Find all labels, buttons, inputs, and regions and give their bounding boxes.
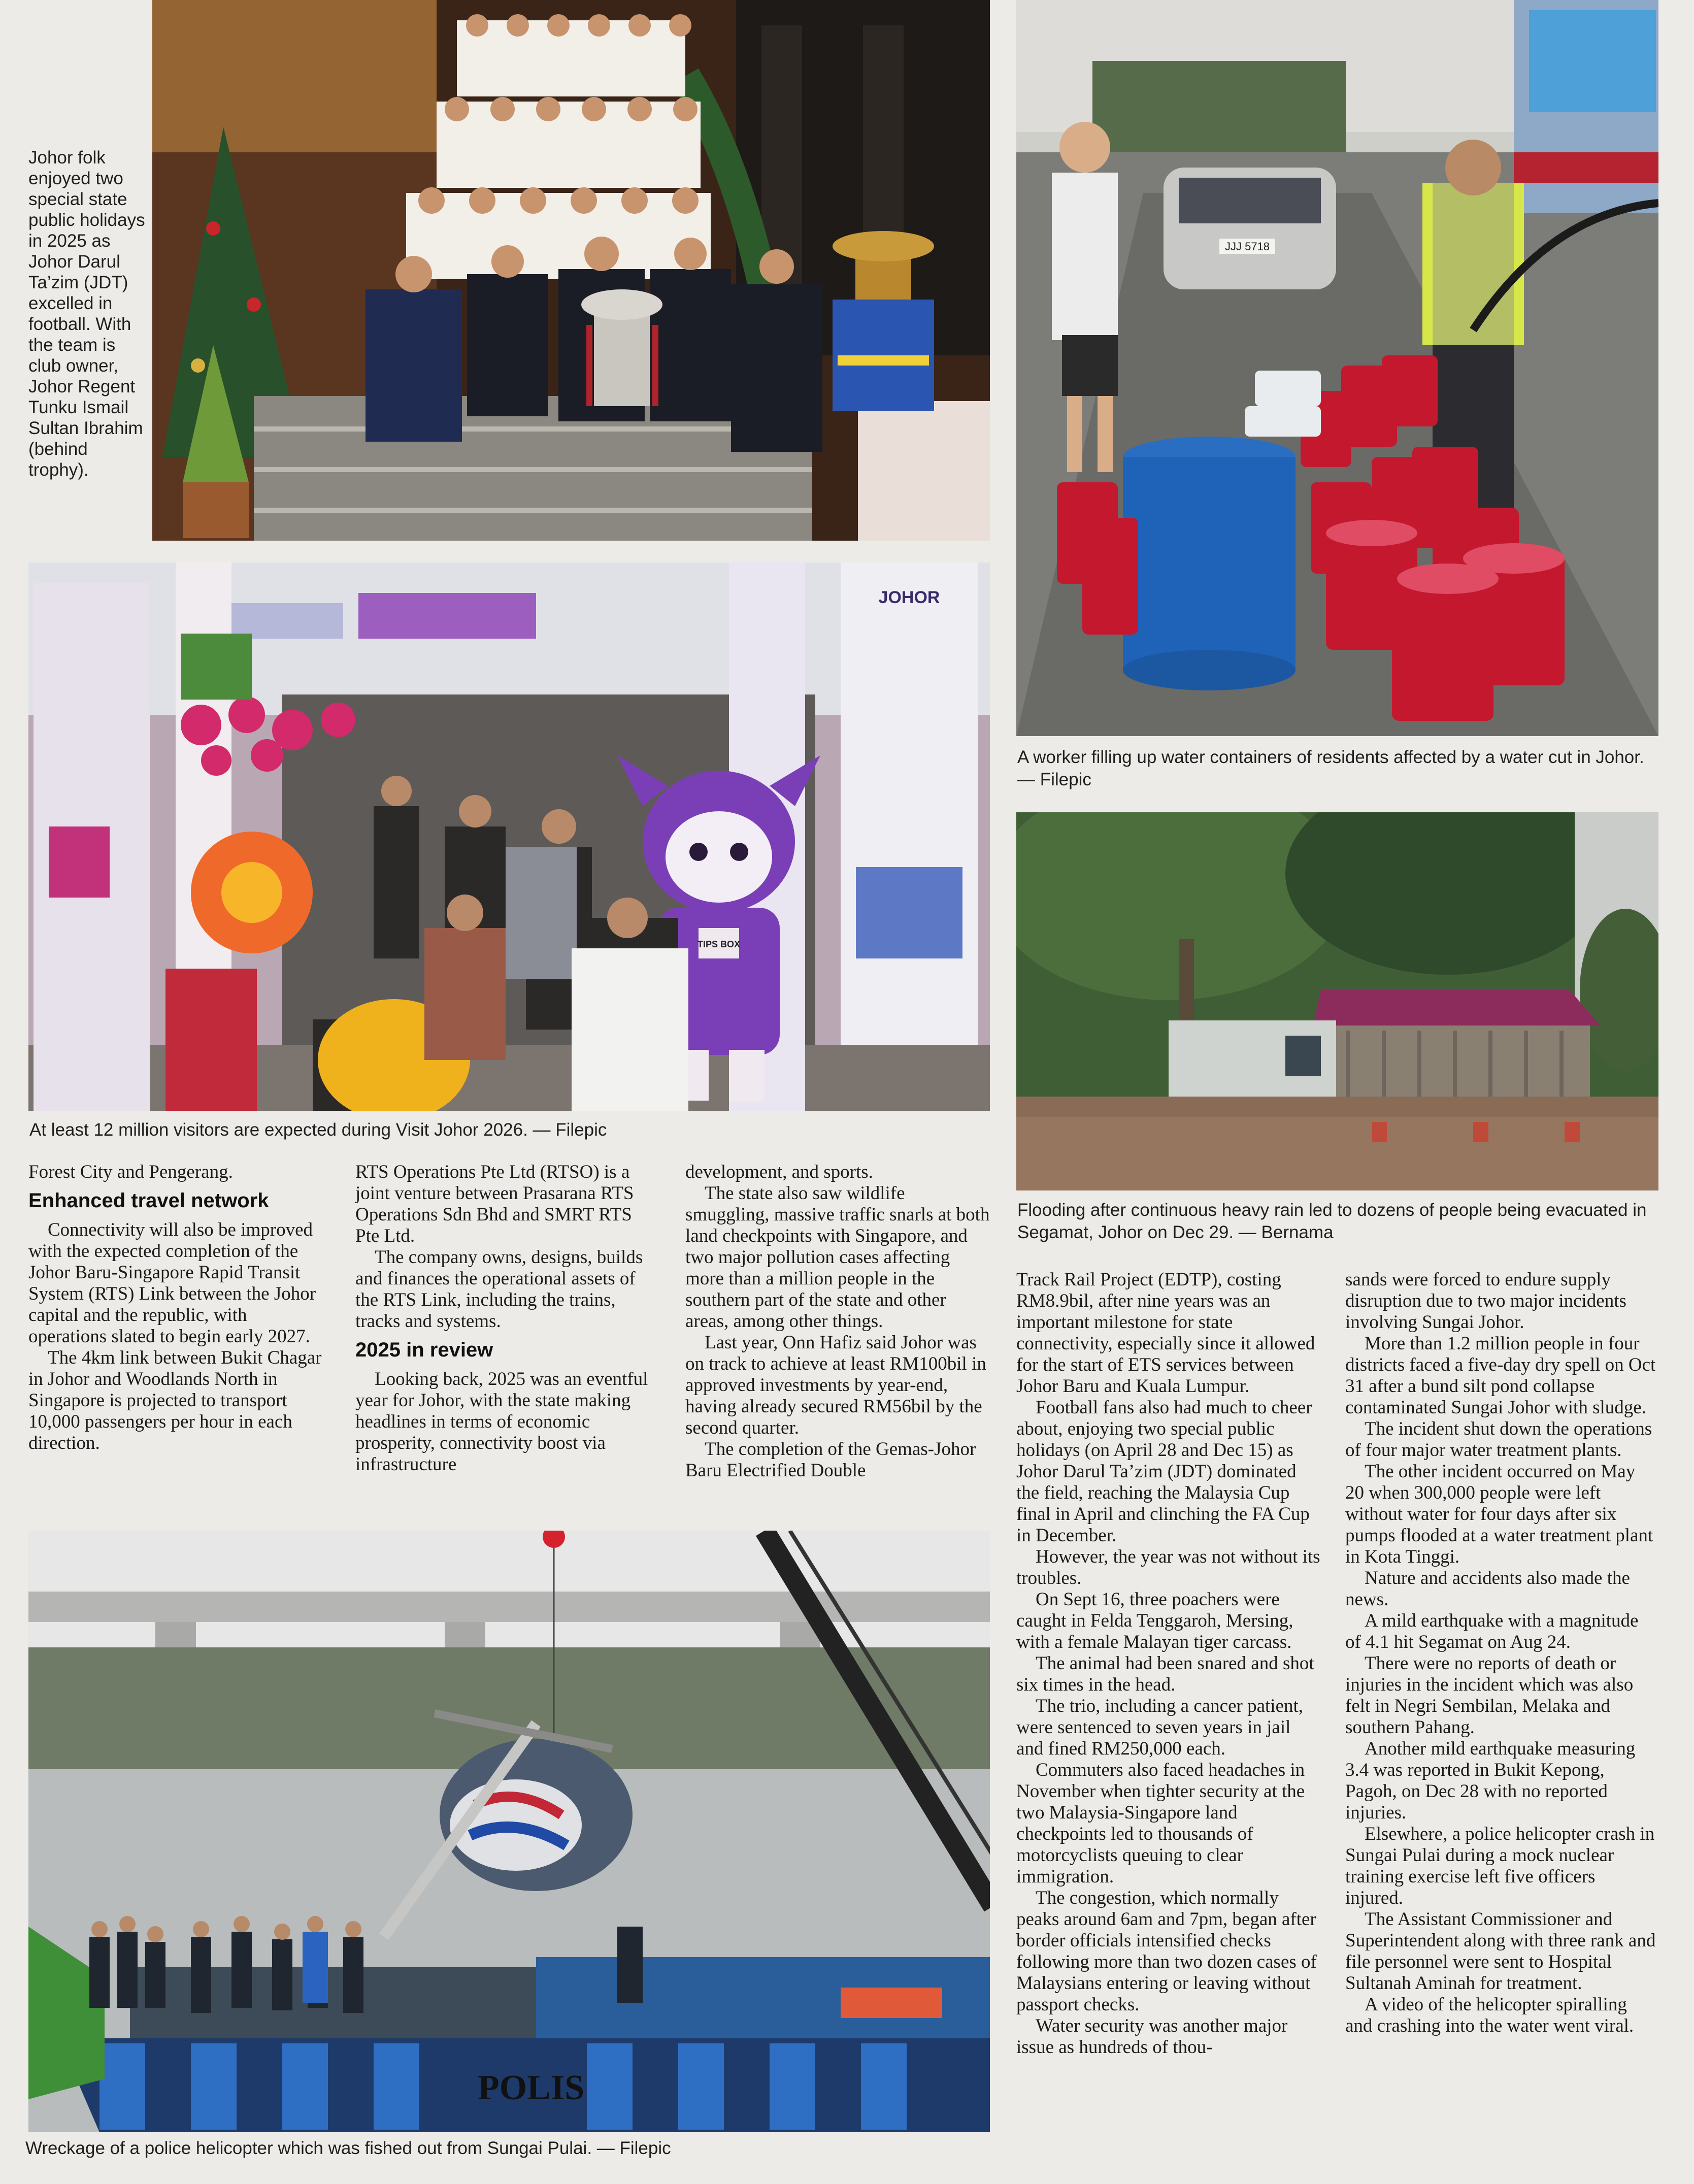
photo-caption-helicopter: Wreckage of a police helicopter which was fished out from Sungai Pulai. — Filepic — [25, 2138, 671, 2158]
article-paragraph: The 4km link between Bukit Chagar in Johor and Woodlands North in Singapore is projected to transport 10,000 passengers per hour in each direction. — [28, 1347, 322, 1453]
article-column-5 — [1345, 1269, 1657, 2037]
photo-helicopter-wreckage — [28, 1531, 990, 2132]
article-column-1 — [28, 1162, 328, 1454]
article-paragraph: However, the year was not without its troubles. — [1016, 1546, 1320, 1589]
article-paragraph: More than 1.2 million people in four districts faced a five-day dry spell on Oct 31 after a bund silt pond collapse contaminated Sungai Johor with sludge. — [1345, 1333, 1656, 1418]
article-paragraph: The incident shut down the operations of four major water treatment plants. — [1345, 1418, 1652, 1461]
article-paragraph: Football fans also had much to cheer about, enjoying two special public holidays (on April 28 and Dec 15) as Johor Darul Ta’zim (JDT) dominated the field, reaching the Malaysia Cup final in April and clinching the FA Cup in December. — [1016, 1397, 1312, 1546]
article-paragraph: There were no reports of death or injuries in the incident which was also felt in Negri Sembilan, Melaka and southern Pahang. — [1345, 1653, 1634, 1738]
photo-caption-jdt: Johor folk enjoyed two special state public holidays in 2025 as Johor Darul Ta’zim (JDT) excelled in football. With the team is club owner, Johor Regent Tunku Ismail Sultan Ibrahim (behind trophy). — [28, 148, 145, 480]
article-paragraph: A video of the helicopter spiralling and crashing into the water went viral. — [1345, 1994, 1634, 2036]
article-paragraph: A mild earthquake with a magnitude of 4.1 hit Segamat on Aug 24. — [1345, 1610, 1639, 1652]
article-paragraph: The animal had been snared and shot six times in the head. — [1016, 1653, 1314, 1695]
photo-water-cut — [1016, 0, 1658, 736]
subheading-enhanced-travel: Enhanced travel network — [28, 1189, 269, 1212]
article-paragraph: Commuters also faced headaches in November when tighter security at the two Malaysia-Singapore land checkpoints led to thousands of motorcyclists queuing to clear immigration. — [1016, 1760, 1305, 1887]
article-paragraph: Forest City and Pengerang. — [28, 1162, 233, 1182]
subheading-2025-in-review: 2025 in review — [355, 1339, 493, 1361]
article-paragraph: Elsewhere, a police helicopter crash in Sungai Pulai during a mock nuclear training exercise left five officers injured. — [1345, 1824, 1655, 1908]
photo-caption-flood: Flooding after continuous heavy rain led to dozens of people being evacuated in Segamat, Johor on Dec 29. — Bernama — [1017, 1200, 1647, 1242]
article-paragraph: development, and sports. — [685, 1162, 873, 1182]
article-column-4 — [1016, 1269, 1321, 2058]
photo-flood-segamat — [1016, 812, 1658, 1190]
photo-helicopter-boat-label: POLIS — [477, 2068, 585, 2107]
article-paragraph: The company owns, designs, builds and finances the operational assets of the RTS Link, including the trains, tracks and systems. — [355, 1247, 643, 1332]
article-column-3 — [685, 1162, 990, 1481]
article-paragraph: Looking back, 2025 was an eventful year for Johor, with the state making headlines in terms of economic prosperity, connectivity boost via infrastructure — [355, 1369, 648, 1475]
article-paragraph: Last year, Onn Hafiz said Johor was on track to achieve at least RM100bil in approved investments by year-end, having already secured RM56bil by the second quarter. — [685, 1332, 986, 1438]
article-paragraph: The other incident occurred on May 20 when 300,000 people were left without water for four days after six pumps flooded at a water treatment plant in Kota Tinggi. — [1345, 1461, 1653, 1567]
article-paragraph: On Sept 16, three poachers were caught in Felda Tenggaroh, Mersing, with a female Malayan tiger carcass. — [1016, 1589, 1293, 1652]
article-paragraph: RTS Operations Pte Ltd (RTSO) is a joint venture between Prasarana RTS Operations Sdn Bhd and SMRT RTS Pte Ltd. — [355, 1162, 634, 1246]
article-paragraph: Another mild earthquake measuring 3.4 was reported in Bukit Kepong, Pagoh, on Dec 28 with no reported injuries. — [1345, 1738, 1636, 1823]
photo-caption-water: A worker filling up water containers of residents affected by a water cut in Johor. — Filepic — [1017, 747, 1644, 789]
article-paragraph: Connectivity will also be improved with the expected completion of the Johor Baru-Singapore Rapid Transit System (RTS) Link between the Johor capital and the republic, with operations slated to begin early 2027. — [28, 1219, 316, 1347]
photo-caption-visitors: At least 12 million visitors are expected during Visit Johor 2026. — Filepic — [29, 1120, 607, 1140]
article-paragraph: The Assistant Commissioner and Superintendent along with three rank and file personnel were sent to Hospital Sultanah Aminah for treatment. — [1345, 1909, 1656, 1994]
photo-jdt-team — [152, 0, 990, 541]
article-paragraph: Nature and accidents also made the news. — [1345, 1568, 1630, 1610]
article-paragraph: The trio, including a cancer patient, were sentenced to seven years in jail and fined RM250,000 each. — [1016, 1696, 1304, 1759]
article-column-2 — [355, 1162, 650, 1475]
photo-visit-johor-banner: JOHOR — [878, 588, 940, 607]
article-paragraph: The congestion, which normally peaks around 6am and 7pm, began after border officials intensified checks following more than two dozen cases of Malaysians entering or leaving without passport checks. — [1016, 1888, 1317, 2015]
photo-visit-johor — [28, 562, 990, 1111]
article-paragraph: The completion of the Gemas-Johor Baru Electrified Double — [685, 1439, 976, 1481]
article-paragraph: Water security was another major issue as hundreds of thou- — [1016, 2015, 1288, 2058]
article-paragraph: Track Rail Project (EDTP), costing RM8.9bil, after nine years was an important milestone for state connectivity, especially since it allowed for the start of ETS services between Johor Baru and Kuala Lumpur. — [1016, 1269, 1315, 1397]
article-paragraph: sands were forced to endure supply disruption due to two major incidents involving Sungai Johor. — [1345, 1269, 1626, 1333]
article-paragraph: The state also saw wildlife smuggling, massive traffic snarls at both land checkpoints with Singapore, and two major pollution cases affecting more than a million people in the southern part of the state and other areas, among other things. — [685, 1183, 990, 1332]
photo-water-cut-plate: JJJ 5718 — [1224, 240, 1270, 253]
photo-visit-johor-mascot-badge: TIPS BOX — [697, 939, 741, 949]
